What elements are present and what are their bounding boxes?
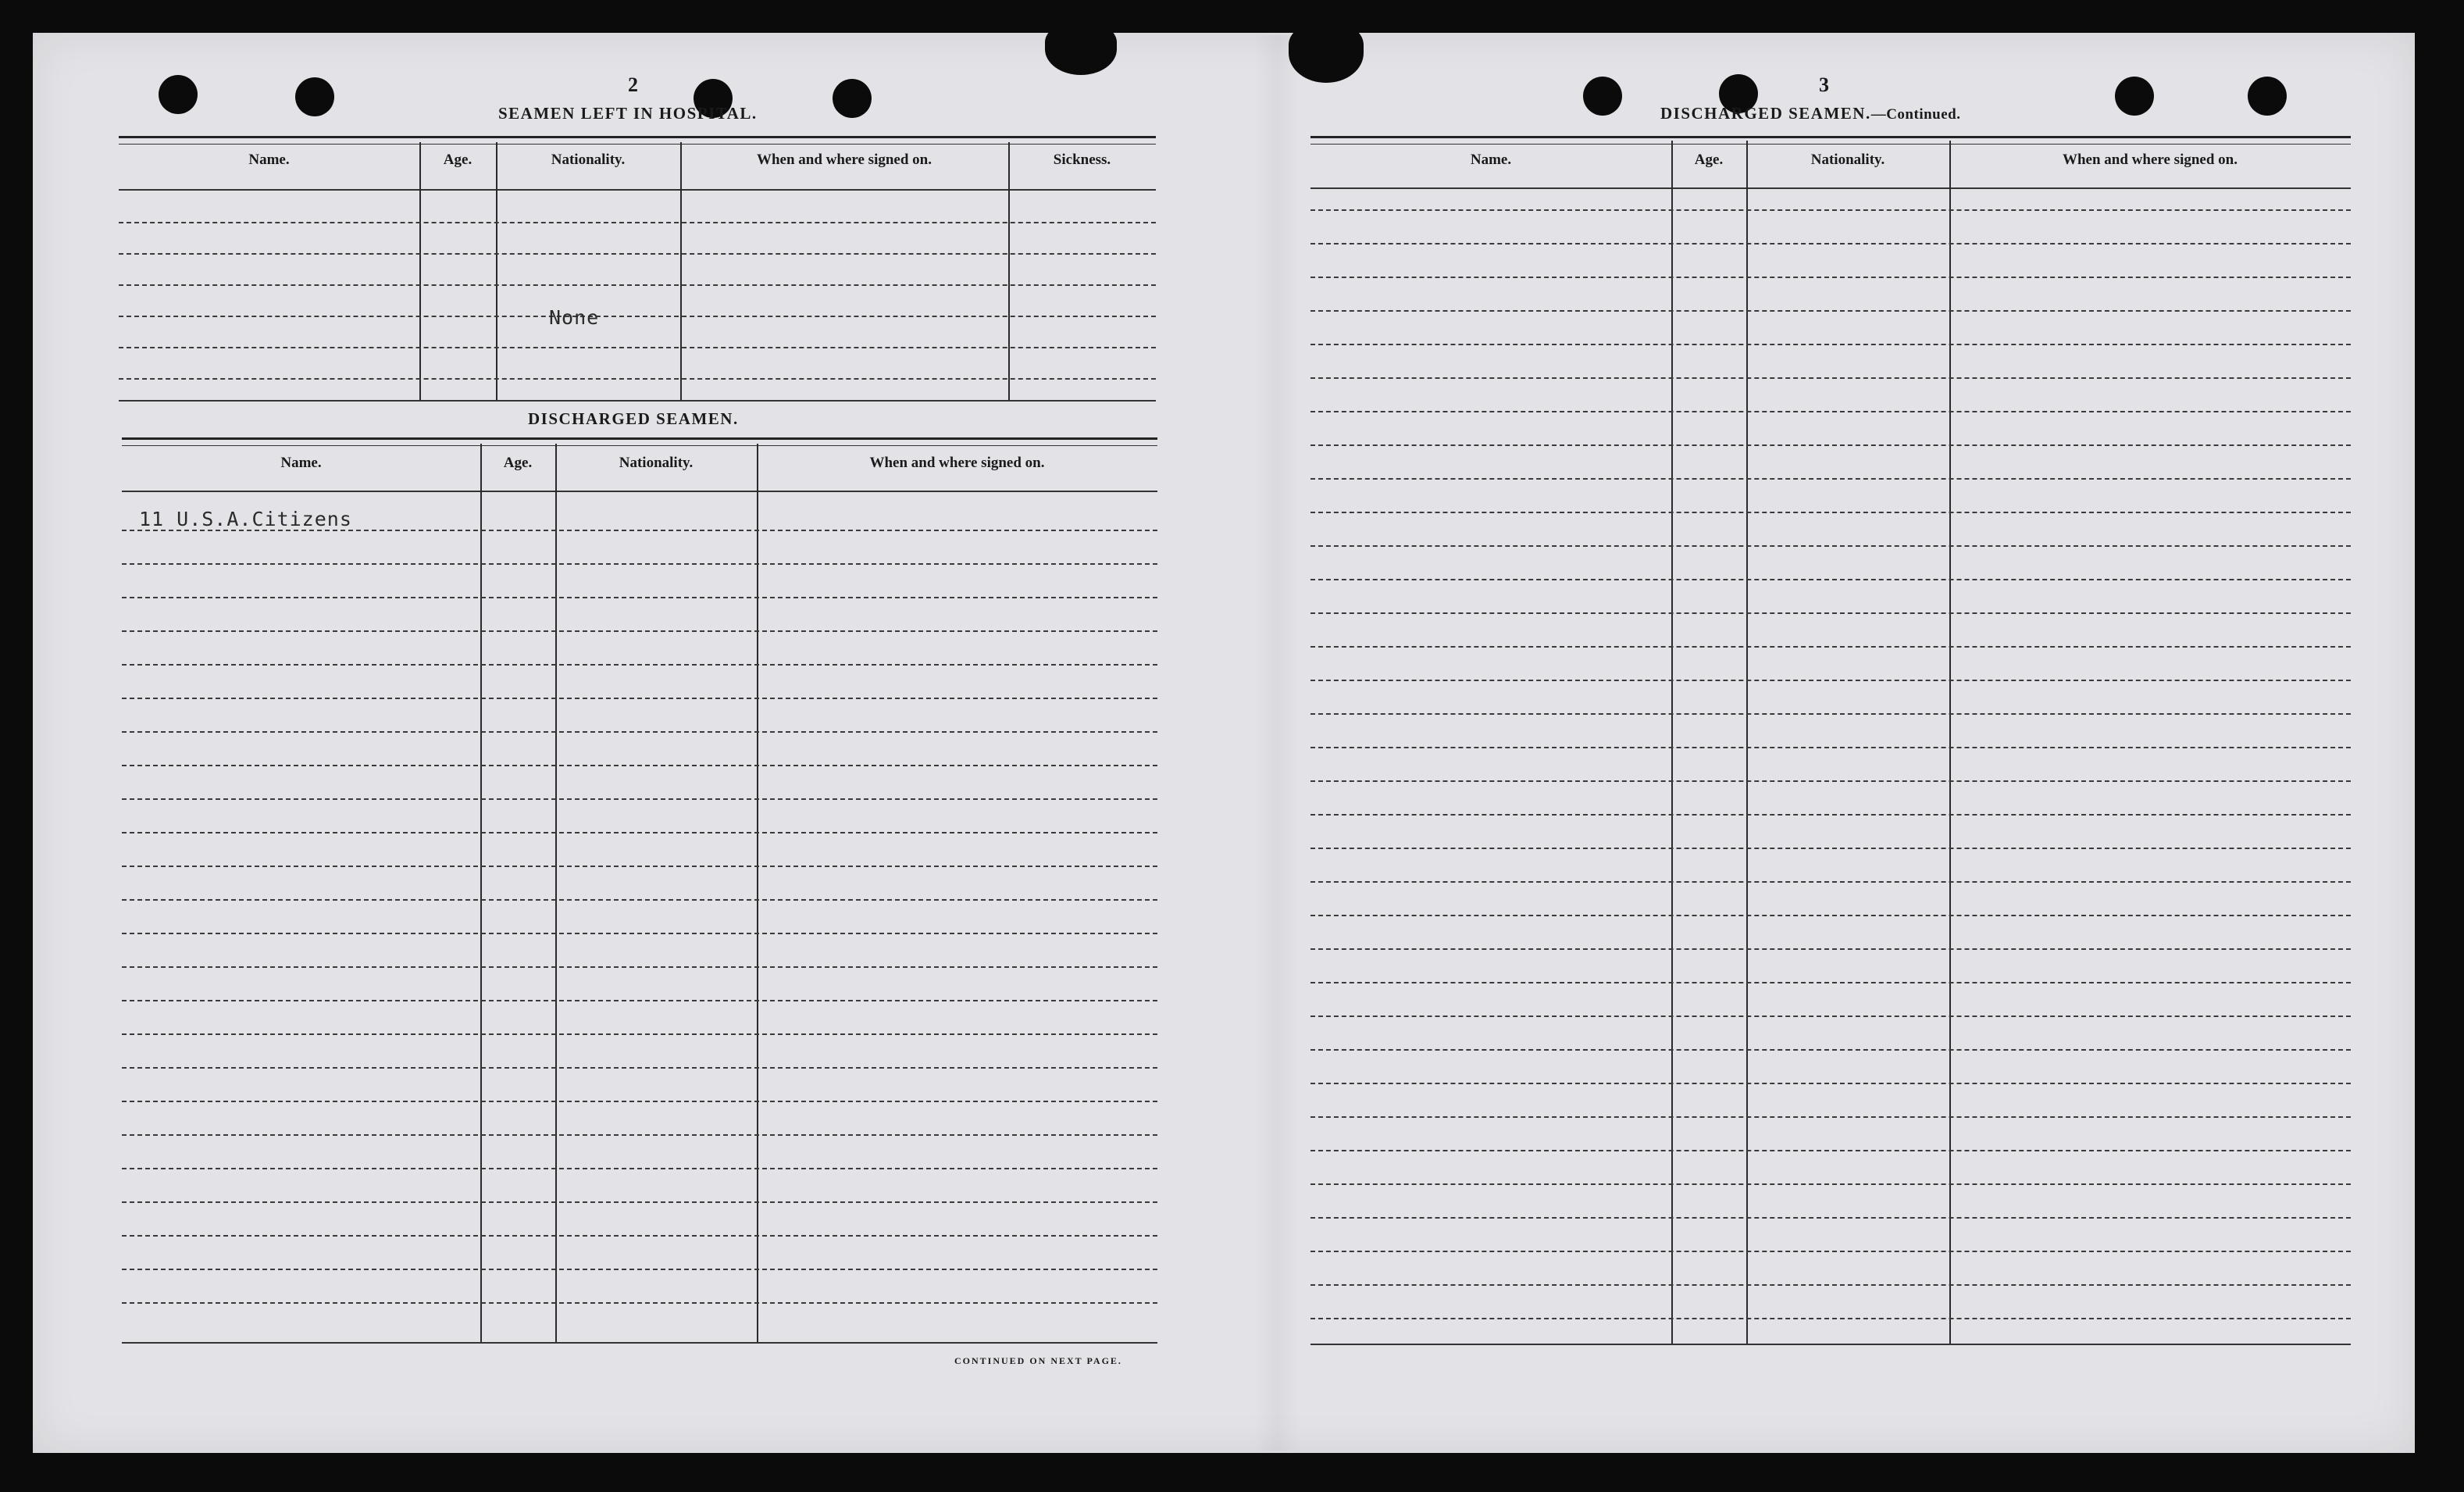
continued-note: CONTINUED ON NEXT PAGE. (954, 1355, 1122, 1366)
hospital-col-sickness: Sickness. (1053, 152, 1111, 168)
discharged-col-signed-on: When and where signed on. (869, 455, 1045, 471)
hospital-col-signed-on: When and where signed on. (756, 152, 932, 168)
hospital-col-nationality: Nationality. (551, 152, 626, 168)
discharged-col-age: Age. (503, 455, 533, 471)
discharged-section-title: DISCHARGED SEAMEN. (528, 409, 739, 428)
continued-col-age: Age. (1694, 152, 1724, 168)
punch-hole (1583, 77, 1622, 116)
page-number-left: 2 (628, 73, 639, 96)
punch-hole (2248, 77, 2287, 116)
continued-col-name: Name. (1470, 152, 1512, 168)
paper-tear (1289, 23, 1364, 83)
hospital-entry-none: None (549, 306, 600, 329)
hospital-col-name: Name. (248, 152, 290, 168)
discharged-continued-title-text: DISCHARGED SEAMEN. (1660, 104, 1871, 123)
discharged-col-nationality: Nationality. (619, 455, 694, 471)
paper-tear (1045, 23, 1117, 75)
hospital-section-title: SEAMEN LEFT IN HOSPITAL. (498, 104, 758, 123)
discharged-table (122, 436, 1157, 1347)
continued-suffix: —Continued. (1870, 106, 1961, 123)
punch-hole (833, 79, 872, 118)
continued-col-nationality: Nationality. (1810, 152, 1885, 168)
hospital-col-age: Age. (443, 152, 472, 168)
continued-col-signed-on: When and where signed on. (2062, 152, 2238, 168)
punch-hole (2115, 77, 2154, 116)
discharged-continued-title (1660, 104, 1960, 123)
page-number-right: 3 (1819, 73, 1830, 96)
discharged-continued-table (1310, 134, 2351, 1347)
discharged-col-name: Name. (280, 455, 322, 471)
punch-hole (159, 75, 198, 114)
page-fold (1253, 35, 1300, 1451)
punch-hole (295, 77, 334, 116)
discharged-entry: 11 U.S.A.Citizens (139, 508, 352, 530)
hospital-table (119, 134, 1156, 404)
